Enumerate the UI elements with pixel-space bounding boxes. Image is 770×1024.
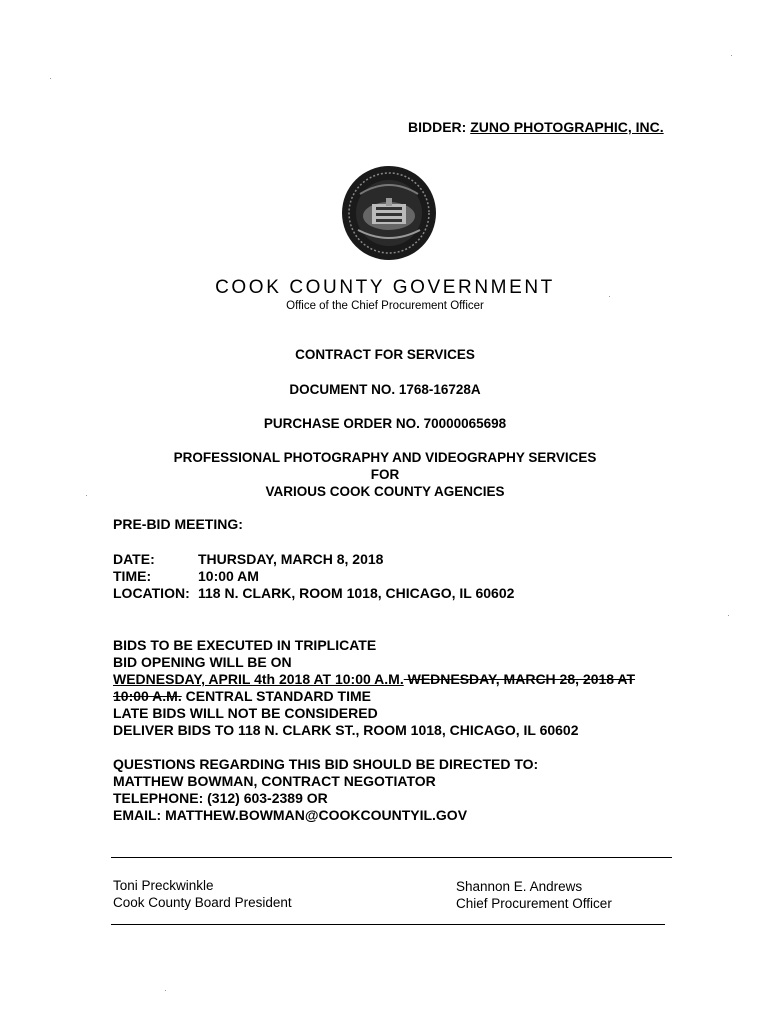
questions-line-1: QUESTIONS REGARDING THIS BID SHOULD BE DIRECTED TO: [113, 756, 539, 772]
bid-opening-old-time: 10:00 A.M. [113, 688, 182, 704]
purchase-order-number: PURCHASE ORDER NO. 70000065698 [263, 416, 507, 431]
county-seal-icon [340, 164, 438, 265]
time-label: TIME: [113, 568, 152, 584]
date-label: DATE: [113, 551, 155, 567]
email-line: EMAIL: MATTHEW.BOWMAN@COOKCOUNTYIL.GOV [113, 807, 468, 823]
services-line-3: VARIOUS COOK COUNTY AGENCIES [265, 484, 505, 499]
location-value: 118 N. CLARK, ROOM 1018, CHICAGO, IL 60602 [198, 585, 515, 601]
bid-opening-old-date: WEDNESDAY, MARCH 28, 2018 AT [403, 671, 636, 687]
bid-opening-timezone: CENTRAL STANDARD TIME [181, 688, 371, 704]
right-signatory-title: Chief Procurement Officer [456, 896, 612, 911]
bidder-label: BIDDER: [408, 119, 467, 135]
telephone-line: TELEPHONE: (312) 603-2389 OR [113, 790, 328, 806]
services-line-2: FOR [370, 467, 400, 482]
bid-opening-time-line [113, 688, 371, 704]
bid-opening-date-line [113, 671, 635, 687]
services-line-1: PROFESSIONAL PHOTOGRAPHY AND VIDEOGRAPHY SERVICES [173, 450, 597, 465]
scan-speck [731, 55, 732, 56]
left-signatory-title: Cook County Board President [113, 895, 292, 910]
negotiator-line: MATTHEW BOWMAN, CONTRACT NEGOTIATOR [113, 773, 436, 789]
scan-speck [609, 296, 610, 297]
scan-speck [86, 495, 87, 496]
date-value: THURSDAY, MARCH 8, 2018 [198, 551, 384, 567]
bids-line-5: DELIVER BIDS TO 118 N. CLARK ST., ROOM 1018, CHICAGO, IL 60602 [113, 722, 579, 738]
scan-speck [728, 615, 729, 616]
bidder-line [408, 119, 664, 135]
scan-speck [50, 78, 51, 79]
office-subtitle: Office of the Chief Procurement Officer [286, 300, 484, 312]
right-signatory-name: Shannon E. Andrews [456, 879, 583, 894]
signature-divider-bottom [111, 924, 665, 925]
bidder-name: ZUNO PHOTOGRAPHIC, INC. [470, 119, 664, 135]
document-number: DOCUMENT NO. 1768-16728A [289, 382, 481, 397]
bids-line-4: LATE BIDS WILL NOT BE CONSIDERED [113, 705, 378, 721]
org-title: COOK COUNTY GOVERNMENT [215, 277, 555, 298]
bid-opening-new-date: WEDNESDAY, APRIL 4th 2018 AT 10:00 A.M. [113, 671, 404, 687]
signature-divider-top [111, 857, 672, 858]
left-signatory-name: Toni Preckwinkle [113, 878, 214, 893]
scan-speck [165, 990, 166, 991]
time-value: 10:00 AM [198, 568, 259, 584]
prebid-heading: PRE-BID MEETING: [113, 516, 243, 532]
location-label: LOCATION: [113, 585, 190, 601]
bids-line-2: BID OPENING WILL BE ON [113, 654, 292, 670]
bids-line-1: BIDS TO BE EXECUTED IN TRIPLICATE [113, 637, 377, 653]
contract-title: CONTRACT FOR SERVICES [295, 347, 475, 362]
